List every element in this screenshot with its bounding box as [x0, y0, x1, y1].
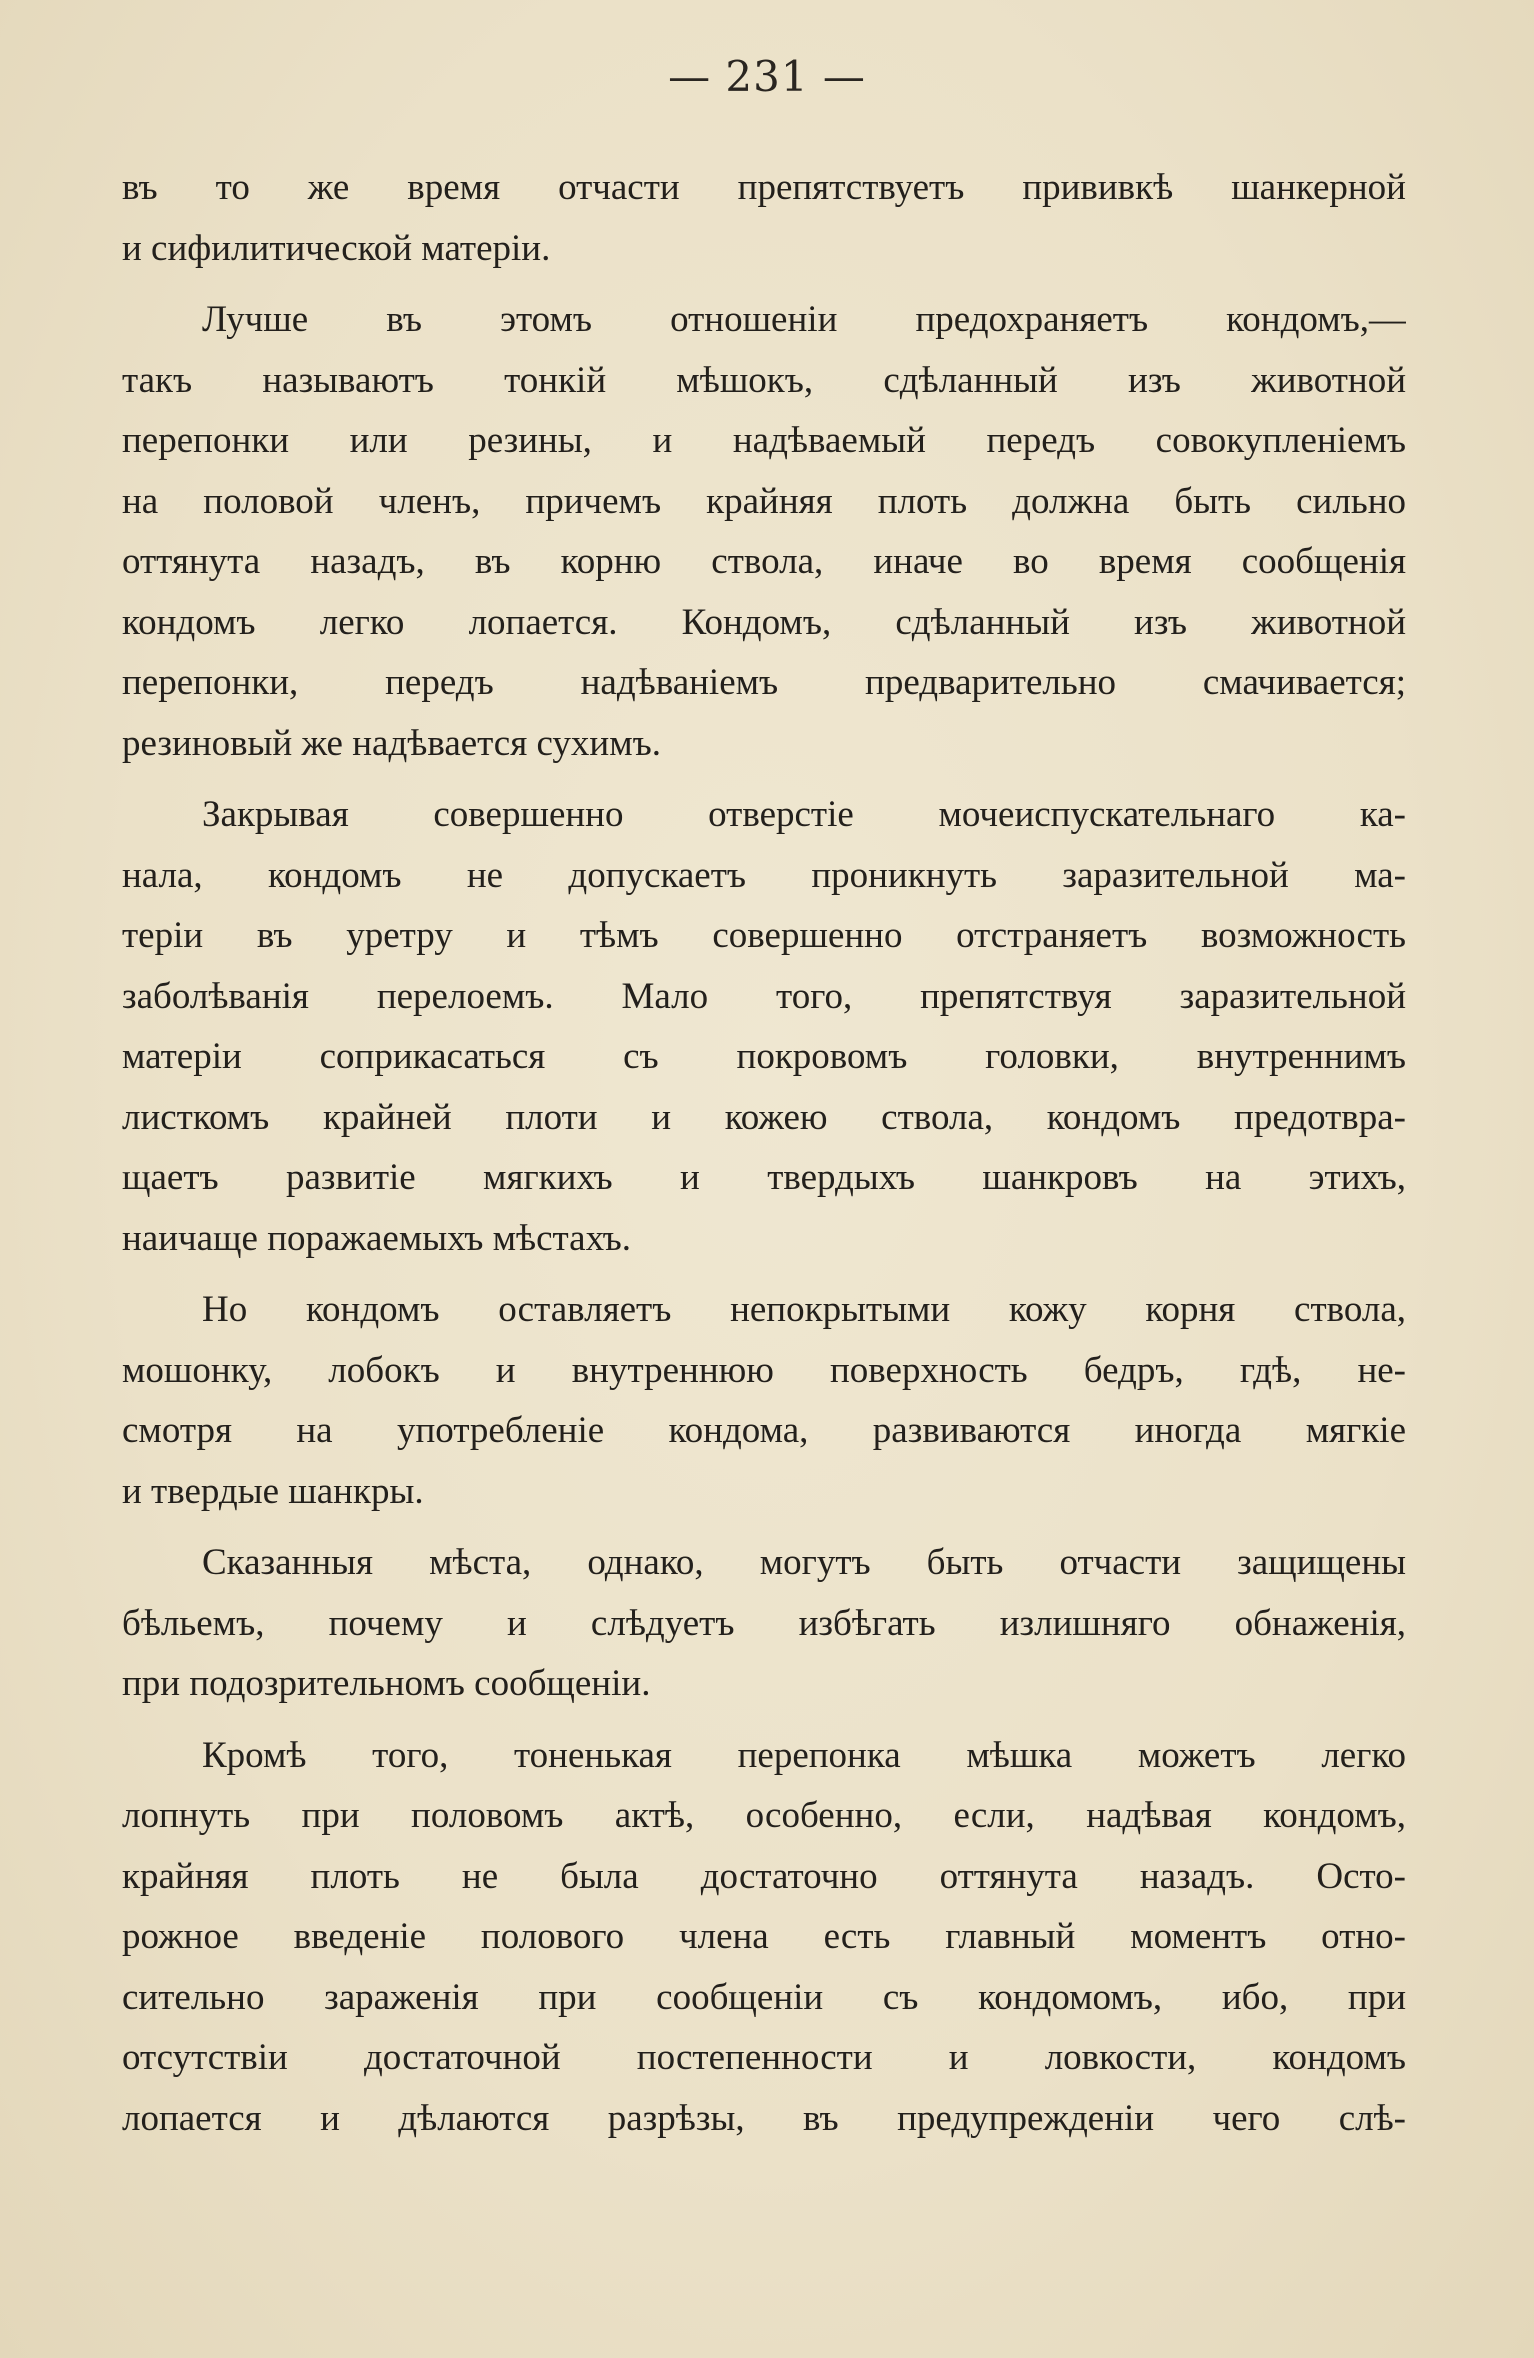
text-line: бѣльемъ, почему и слѣдуетъ избѣгать излишняго обнаженія,	[122, 1602, 1406, 1644]
text-line: Лучше въ этомъ отношеніи предохраняетъ кондомъ,—	[202, 299, 1406, 340]
text-line: и твердые шанкры.	[122, 1470, 424, 1512]
text-line: сительно зараженія при сообщеніи съ кондомомъ, ибо, при	[122, 1976, 1406, 2018]
text-line: лопается и дѣлаются разрѣзы, въ предупрежденіи чего слѣ-	[122, 2097, 1406, 2139]
text-line: смотря на употребленіе кондома, развиваются иногда мягкіе	[122, 1410, 1406, 1451]
text-line: и сифилитической матеріи.	[122, 227, 551, 269]
text-line: отсутствіи достаточной постепенности и ловкости, кондомъ	[122, 2037, 1406, 2078]
text-line: наичаще поражаемыхъ мѣстахъ.	[122, 1217, 632, 1259]
text-line: на половой членъ, причемъ крайняя плоть должна быть сильно	[122, 480, 1406, 522]
text-line: Но кондомъ оставляетъ непокрытыми кожу корня ствола,	[202, 1289, 1406, 1330]
text-line: мошонку, лобокъ и внутреннюю поверхность бедръ, гдѣ, не-	[122, 1349, 1406, 1391]
text-line: матеріи соприкасаться съ покровомъ головки, внутреннимъ	[122, 1036, 1406, 1077]
text-line: щаетъ развитіе мягкихъ и твердыхъ шанкровъ на этихъ,	[122, 1157, 1406, 1198]
text-line: заболѣванія перелоемъ. Мало того, препятствуя заразительной	[122, 975, 1406, 1017]
text-line: Сказанныя мѣста, однако, могутъ быть отчасти защищены	[202, 1542, 1406, 1583]
text-line: оттянута назадъ, въ корню ствола, иначе во время сообщенія	[122, 541, 1406, 582]
body-text	[122, 158, 1406, 2149]
text-line: нала, кондомъ не допускаетъ проникнуть заразительной ма-	[122, 854, 1406, 896]
text-line: резиновый же надѣвается сухимъ.	[122, 722, 662, 764]
text-line: листкомъ крайней плоти и кожею ствола, кондомъ предотвра-	[122, 1096, 1406, 1138]
page-number: — 231 —	[668, 52, 866, 101]
text-line: теріи въ уретру и тѣмъ совершенно отстраняетъ возможность	[122, 915, 1406, 956]
text-line: Кромѣ того, тоненькая перепонка мѣшка можетъ легко	[202, 1734, 1406, 1776]
text-line: лопнуть при половомъ актѣ, особенно, если, надѣвая кондомъ,	[122, 1795, 1406, 1836]
text-line: рожное введеніе полового члена есть главный моментъ отно-	[122, 1916, 1406, 1957]
text-line: крайняя плоть не была достаточно оттянута назадъ. Осто-	[122, 1855, 1406, 1897]
text-line: такъ называютъ тонкій мѣшокъ, сдѣланный изъ животной	[122, 359, 1406, 401]
text-line: кондомъ легко лопается. Кондомъ, сдѣланный изъ животной	[122, 601, 1406, 643]
text-line: перепонки, передъ надѣваніемъ предварительно смачивается;	[122, 662, 1406, 703]
text-line: перепонки или резины, и надѣваемый передъ совокупленіемъ	[122, 420, 1406, 461]
text-line: при подозрительномъ сообщеніи.	[122, 1663, 651, 1704]
text-line: Закрывая совершенно отверстіе мочеиспускательнаго ка-	[202, 794, 1406, 835]
text-line: въ то же время отчасти препятствуетъ прививкѣ шанкерной	[122, 167, 1406, 208]
